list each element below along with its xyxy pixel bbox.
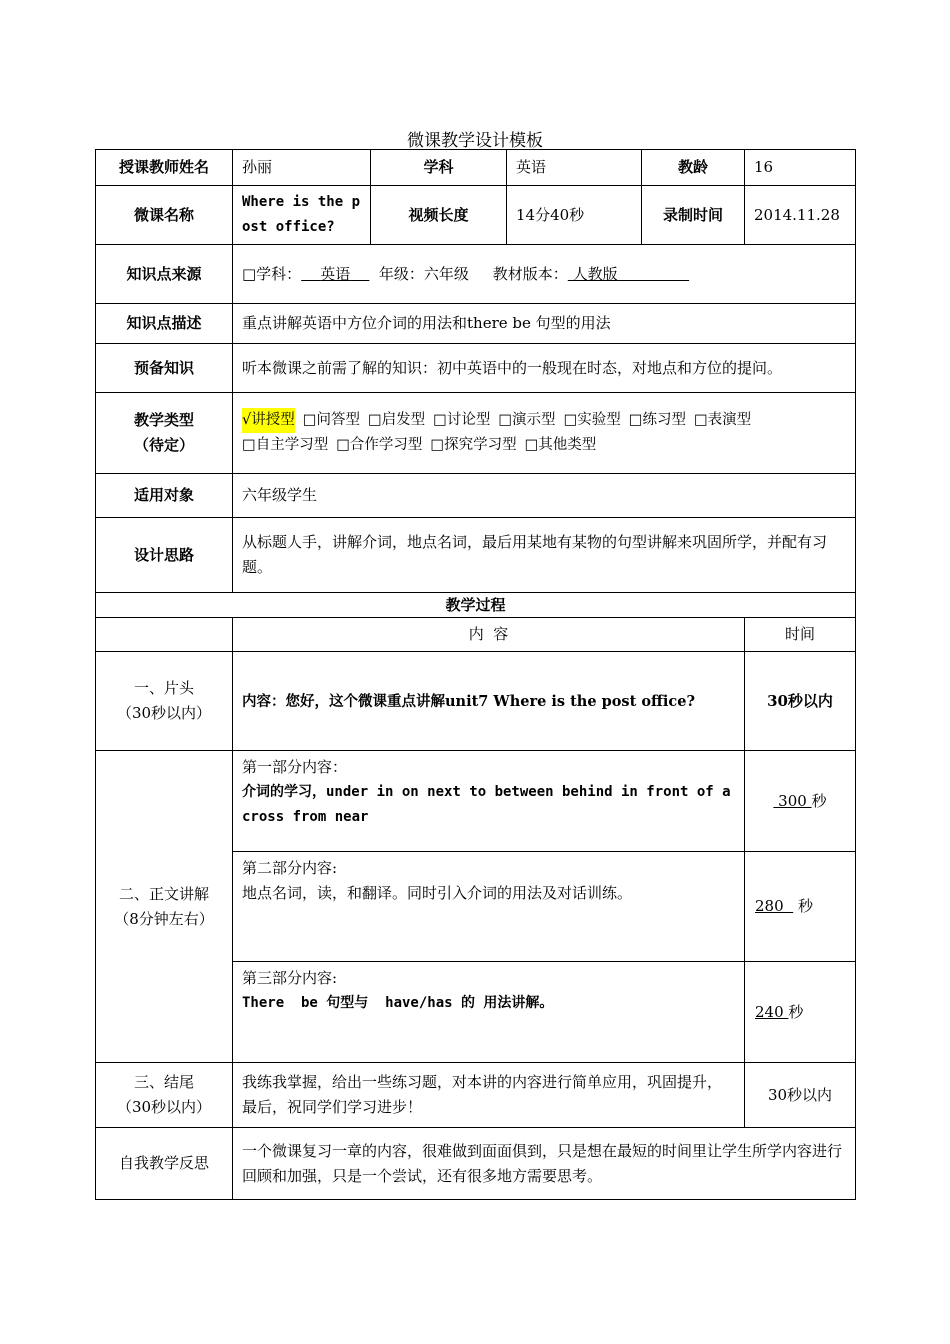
type-option-performance[interactable]: □表演型 [693,412,752,428]
type-option-qa[interactable]: □问答型 [302,412,360,428]
page-title: 微课教学设计模板 [407,131,543,151]
teaching-years-label: 教龄 [642,150,745,186]
knowledge-source-label: 知识点来源 [96,245,233,304]
main-section-label: 二、正文讲解 （8分钟左右） [96,751,233,1063]
record-time-label: 录制时间 [642,186,745,245]
ending-time: 30秒以内 [745,1063,856,1128]
part1-title: 第一部分内容： [242,758,348,776]
type-option-lecture[interactable]: √讲授型 [242,408,295,433]
lesson-plan-table [95,149,856,1200]
part3-title: 第三部分内容: [242,969,338,987]
self-reflection-label: 自我教学反思 [96,1128,233,1200]
type-option-experiment[interactable]: □实验型 [563,412,621,428]
part2-title: 第二部分内容: [242,859,338,877]
time-header: 时间 [745,618,856,652]
teacher-name-value: 孙丽 [233,150,371,186]
source-textbook-value: 人教版 [572,264,618,283]
source-subject-prefix: □学科： [242,264,302,283]
source-subject-value: 英语 [320,264,351,283]
type-option-other[interactable]: □其他类型 [524,437,597,453]
knowledge-desc-label: 知识点描述 [96,304,233,344]
video-length-label: 视频长度 [371,186,507,245]
part3-time: 240 秒 [745,962,856,1063]
type-option-discussion[interactable]: □讨论型 [433,412,491,428]
teaching-process-title: 教学过程 [96,593,856,618]
part2-body: 地点名词，读，和翻译。同时引入介词的用法及对话训练。 [242,884,633,902]
part2-time: 280 秒 [745,852,856,962]
course-name-value: Where is the post office? [233,186,371,245]
intro-label: 一、片头 （30秒以内） [96,652,233,751]
part1-content [233,751,745,852]
knowledge-source-value [233,245,856,304]
course-name-label: 微课名称 [96,186,233,245]
subject-value: 英语 [507,150,642,186]
audience-value: 六年级学生 [233,474,856,518]
teaching-type-options [233,393,856,474]
teaching-type-label: 教学类型 （待定） [96,393,233,474]
part3-body: There be 句型与 have/has 的 用法讲解。 [242,995,554,1011]
source-grade: 年级：六年级 [378,264,469,283]
self-reflection-value: 一个微课复习一章的内容，很难做到面面俱到，只是想在最短的时间里让学生所学内容进行回顾和加强，只是一个尝试，还有很多地方需要思考。 [233,1128,856,1200]
part1-body: 介词的学习，under in on next to between behind in front of across from near [242,784,731,825]
ending-content: 我练我掌握，给出一些练习题，对本讲的内容进行简单应用，巩固提升，最后，祝同学们学习进步！ [233,1063,745,1128]
type-option-practice[interactable]: □练习型 [628,412,686,428]
prior-knowledge-value: 听本微课之前需了解的知识：初中英语中的一般现在时态，对地点和方位的提问。 [233,344,856,393]
part2-content [233,852,745,962]
subject-label: 学科 [371,150,507,186]
design-idea-label: 设计思路 [96,518,233,593]
type-option-demo[interactable]: □演示型 [498,412,556,428]
type-option-self-study[interactable]: □自主学习型 [242,437,329,453]
record-time-value: 2014.11.28 [745,186,856,245]
audience-label: 适用对象 [96,474,233,518]
part3-content [233,962,745,1063]
content-header: 内 容 [233,618,745,652]
type-option-inquiry[interactable]: □探究学习型 [430,437,517,453]
intro-time: 30秒以内 [745,652,856,751]
ending-label: 三、结尾 （30秒以内） [96,1063,233,1128]
video-length-value: 14分40秒 [507,186,642,245]
teacher-name-label: 授课教师姓名 [96,150,233,186]
part1-time: 300 秒 [745,751,856,852]
design-idea-value: 从标题人手，讲解介词，地点名词，最后用某地有某物的句型讲解来巩固所学，并配有习题。 [233,518,856,593]
teaching-years-value: 16 [745,150,856,186]
type-option-inspire[interactable]: □启发型 [367,412,426,428]
process-blank-header [96,618,233,652]
knowledge-desc-value: 重点讲解英语中方位介词的用法和there be 句型的用法 [233,304,856,344]
source-textbook-prefix: 教材版本： [492,264,568,283]
prior-knowledge-label: 预备知识 [96,344,233,393]
type-option-cooperative[interactable]: □合作学习型 [336,437,423,453]
intro-content: 内容：您好，这个微课重点讲解unit7 Where is the post office? [233,652,745,751]
